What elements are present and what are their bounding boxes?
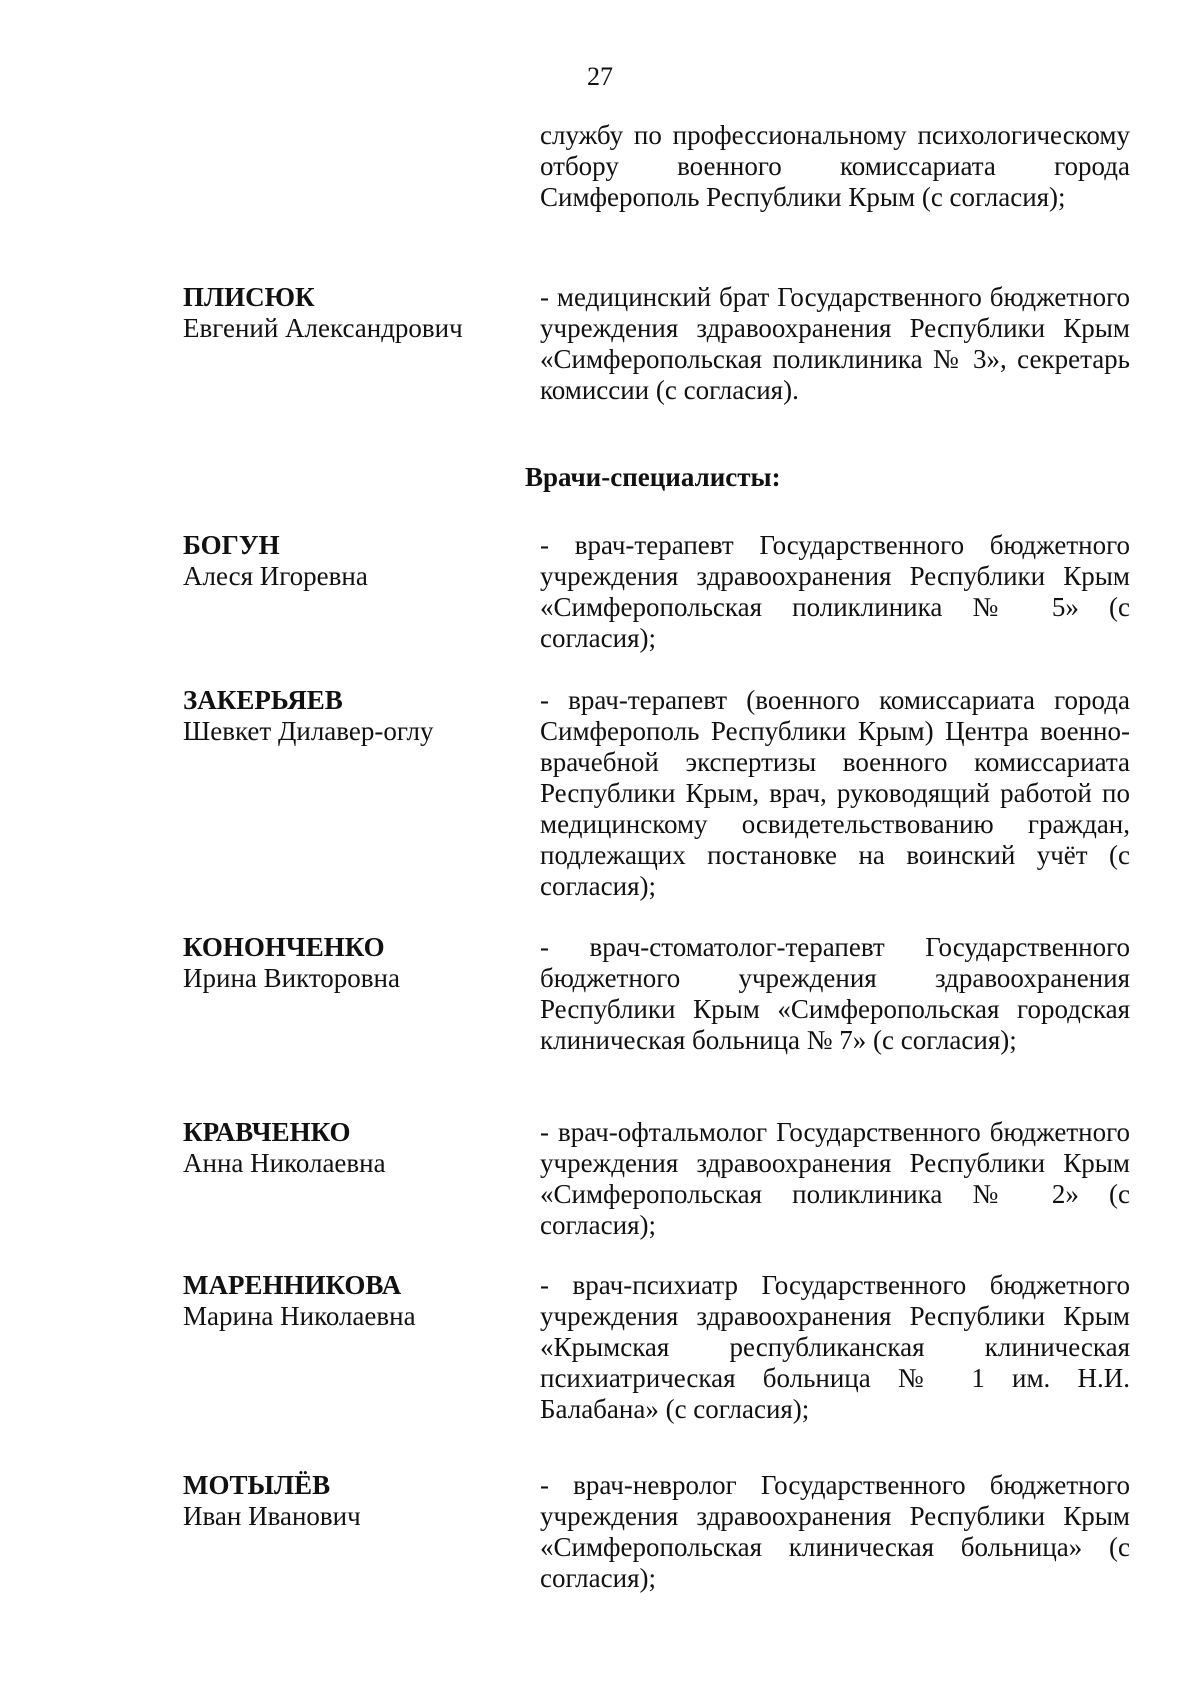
page-number: 27 (587, 62, 613, 91)
member-name-block (183, 1270, 513, 1332)
member-given-names: Алеся Игоревна (183, 561, 368, 591)
member-name-block (183, 530, 513, 592)
member-role: - врач-психиатр Государственного бюджетного учреждения здравоохранения Республики Крым «Крымская республиканская клиническая психиатрическая больница № 1 им. Н.И. Балабана» (с согласия); (540, 1270, 1130, 1424)
member-role: - врач-терапевт (военного комиссариата города Симферополь Республики Крым) Центра военно-врачебной экспертизы военного комиссариата Республики Крым, врач, руководящий работой по медицинскому освидетельствованию граждан, подлежащих постановке на воинский учёт (с согласия); (540, 685, 1130, 901)
member-role: - медицинский брат Государственного бюджетного учреждения здравоохранения Республики Крым «Симферопольская поликлиника № 3», секретарь комиссии (с согласия). (540, 282, 1130, 405)
member-given-names: Евгений Александрович (183, 313, 463, 343)
member-name-block (183, 685, 513, 747)
member-given-names: Анна Николаевна (183, 1148, 386, 1178)
member-surname: КОНОНЧЕНКО (183, 932, 385, 962)
member-surname: МАРЕННИКОВА (183, 1270, 402, 1300)
member-given-names: Иван Иванович (183, 1501, 361, 1531)
member-given-names: Шевкет Дилавер-оглу (183, 716, 434, 746)
section-heading: Врачи-специалисты: (525, 462, 781, 492)
member-role: - врач-стоматолог-терапевт Государственного бюджетного учреждения здравоохранения Республики Крым «Симферопольская городская клиническая больница № 7» (с согласия); (540, 932, 1130, 1055)
member-name-block (183, 1470, 513, 1532)
member-surname: КРАВЧЕНКО (183, 1117, 351, 1147)
member-role: - врач-офтальмолог Государственного бюджетного учреждения здравоохранения Республики Крым «Симферопольская поликлиника № 2» (с согласия); (540, 1117, 1130, 1240)
member-surname: ЗАКЕРЬЯЕВ (183, 685, 343, 715)
member-surname: ПЛИСЮК (183, 282, 315, 312)
member-name-block (183, 282, 513, 344)
member-given-names: Марина Николаевна (183, 1301, 416, 1331)
member-given-names: Ирина Викторовна (183, 963, 400, 993)
member-name-block (183, 932, 513, 994)
member-surname: МОТЫЛЁВ (183, 1470, 331, 1500)
member-surname: БОГУН (183, 530, 280, 560)
continued-paragraph: службу по профессиональному психологическому отбору военного комиссариата города Симферополь Республики Крым (с согласия); (540, 120, 1130, 212)
member-name-block (183, 1117, 513, 1179)
member-role: - врач-терапевт Государственного бюджетного учреждения здравоохранения Республики Крым «Симферопольская поликлиника № 5» (с согласия); (540, 530, 1130, 653)
member-role: - врач-невролог Государственного бюджетного учреждения здравоохранения Республики Крым «Симферопольская клиническая больница» (с согласия); (540, 1470, 1130, 1593)
